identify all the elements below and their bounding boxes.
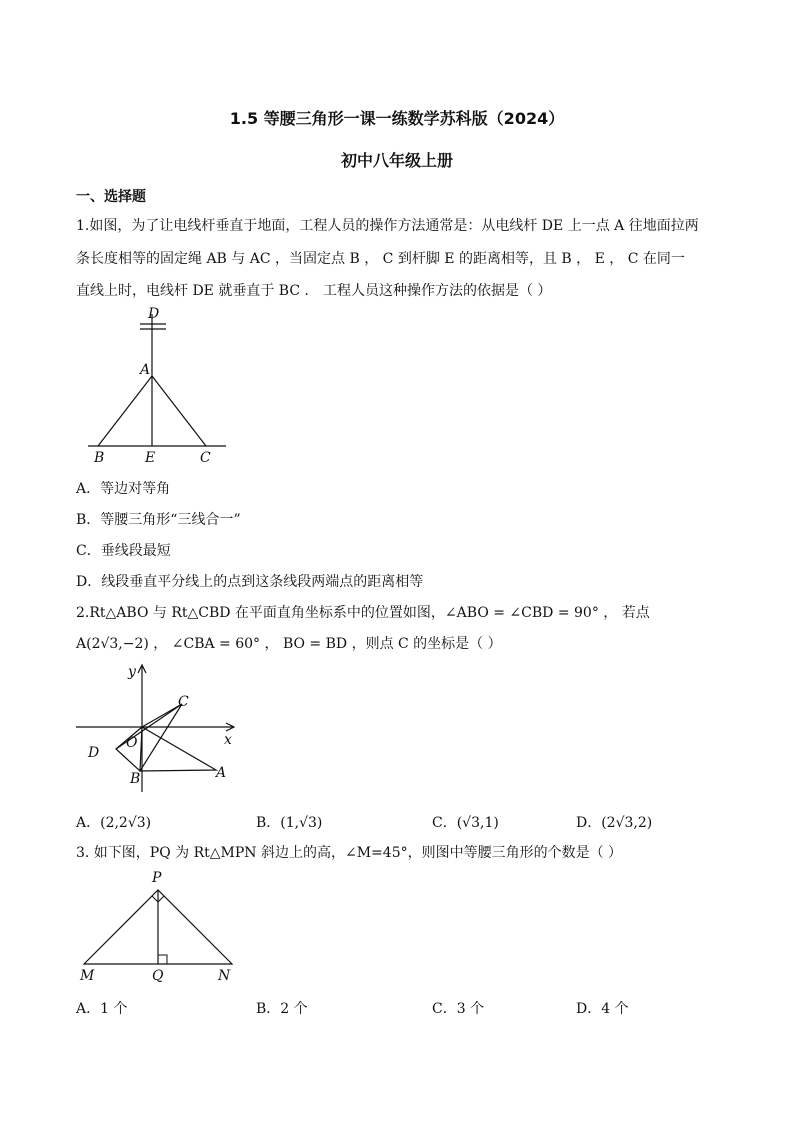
- q1-text-line1: 1.如图，为了让电线杆垂直于地面，工程人员的操作方法通常是：从电线杆 DE 上一点 A 往地面拉两: [76, 218, 699, 234]
- q1-text-line2: 条长度相等的固定绳 AB 与 AC ，当固定点 B ， C 到杆脚 E 的距离相等，且 B ， E ， C 在同一: [76, 251, 685, 267]
- rope-ac: [152, 376, 206, 446]
- q1-option-a[interactable]: A．等边对等角: [76, 481, 171, 497]
- label-C: C: [200, 450, 211, 466]
- q2-text-line2: A(2√3,−2) ， ∠CBA = 60° ， BO = BD ，则点 C 的坐标是（ ）: [76, 636, 502, 652]
- q1-option-c[interactable]: C．垂线段最短: [76, 543, 171, 559]
- label-O: O: [126, 735, 138, 751]
- q1-figure: [84, 304, 234, 466]
- label-D: D: [148, 306, 160, 322]
- label-N: N: [218, 968, 231, 984]
- q3-option-c[interactable]: C．3 个: [432, 1001, 485, 1017]
- triangle-abo: [140, 727, 216, 771]
- right-angle-q: [158, 955, 167, 964]
- label-x: x: [224, 732, 232, 748]
- label-A: A: [216, 765, 227, 781]
- page-subtitle: 初中八年级上册: [340, 151, 453, 170]
- rope-ab: [98, 376, 152, 446]
- label-A: A: [140, 362, 151, 378]
- label-B: B: [94, 450, 105, 466]
- q3-figure: [78, 866, 242, 986]
- label-D: D: [88, 745, 100, 761]
- q3-option-a[interactable]: A．1 个: [76, 1001, 128, 1017]
- section-heading: 一、选择题: [76, 189, 146, 205]
- q2-figure: [74, 656, 242, 796]
- q3-text-line1: 3. 如下图，PQ 为 Rt△MPN 斜边上的高，∠M=45°，则图中等腰三角形的个数是（ ）: [76, 845, 623, 861]
- label-C: C: [178, 694, 189, 710]
- q2-option-a[interactable]: A．(2,2√3): [76, 815, 152, 831]
- label-P: P: [152, 870, 162, 886]
- label-E: E: [145, 450, 156, 466]
- q3-option-d[interactable]: D．4 个: [576, 1001, 629, 1017]
- q2-text-line1: 2.Rt△ABO 与 Rt△CBD 在平面直角坐标系中的位置如图，∠ABO = ∠CBD = 90° ， 若点: [76, 605, 650, 621]
- q1-option-d[interactable]: D．线段垂直平分线上的点到这条线段两端点的距离相等: [76, 574, 424, 590]
- segment-oc: [142, 704, 182, 727]
- label-B: B: [130, 771, 141, 787]
- label-M: M: [80, 968, 95, 984]
- q3-option-b[interactable]: B．2 个: [256, 1001, 308, 1017]
- q1-text-line3: 直线上时，电线杆 DE 就垂直于 BC ． 工程人员这种操作方法的依据是（ ）: [76, 283, 552, 299]
- label-y: y: [128, 664, 136, 680]
- q2-option-b[interactable]: B．(1,√3): [256, 815, 323, 831]
- page-title: 1.5 等腰三角形一课一练数学苏科版（2024）: [229, 109, 565, 128]
- q2-option-c[interactable]: C．(√3,1): [432, 815, 499, 831]
- q1-option-b[interactable]: B．等腰三角形“三线合一”: [76, 512, 241, 528]
- q2-option-d[interactable]: D．(2√3,2): [576, 815, 653, 831]
- label-Q: Q: [152, 968, 164, 984]
